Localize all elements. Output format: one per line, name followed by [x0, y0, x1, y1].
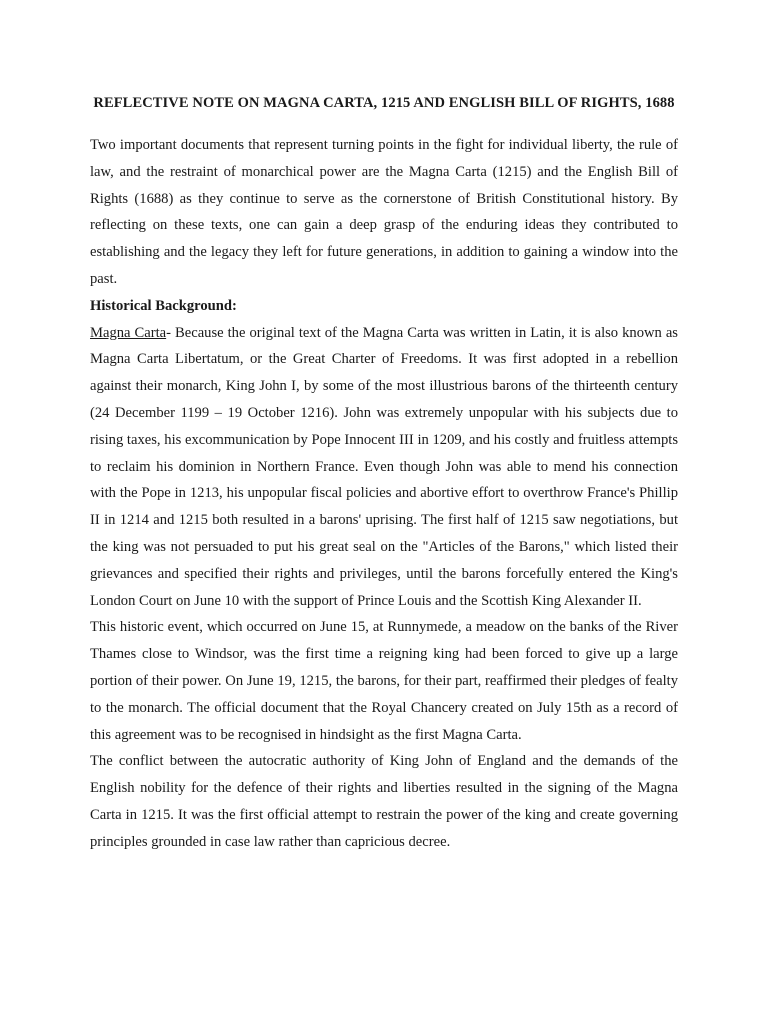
document-title: REFLECTIVE NOTE ON MAGNA CARTA, 1215 AND ENGLISH BILL OF RIGHTS, 1688: [93, 95, 675, 111]
magna-carta-label: Magna Carta: [90, 324, 167, 341]
magna-carta-text: - Because the original text of the Magna Carta was written in Latin, it is also known as Magna Carta Libertatum, or the Great Charter of Freedoms. It was first adopted in a rebellion against their monarch, King John I, by some of the most illustrious barons of the thirteenth century (24 December 1199 – 19 October 1216). John was extremely unpopular with his subjects due to rising taxes, his excommunication by Pope Innocent III in 1209, and his costly and fruitless attempts to reclaim his dominion in Northern France. Even though John was able to mend his connection with the Pope in 1213, his unpopular fiscal policies and abortive effort to overthrow France's Phillip II in 1214 and 1215 both resulted in a barons' uprising. The first half of 1215 saw negotiations, but the king was not persuaded to put his great seal on the "Articles of the Barons," which listed their grievances and specified their rights and privileges, until the barons forcefully entered the King's London Court on June 10 with the support of Prince Louis and the Scottish King Alexander II.: [90, 324, 678, 609]
magna-carta-paragraph: [90, 320, 678, 615]
document-page: [90, 92, 678, 856]
section-heading: Historical Background:: [90, 297, 237, 314]
conflict-paragraph: The conflict between the autocratic authority of King John of England and the demands of the English nobility for the defence of their rights and liberties resulted in the signing of the Magna Carta in 1215. It was the first official attempt to restrain the power of the king and create governing principles grounded in case law rather than capricious decree.: [90, 753, 678, 850]
runnymede-paragraph: This historic event, which occurred on June 15, at Runnymede, a meadow on the banks of the River Thames close to Windsor, was the first time a reigning king had been forced to give up a large portion of their power. On June 19, 1215, the barons, for their part, reaffirmed their pledges of fealty to the monarch. The official document that the Royal Chancery created on July 15th as a record of this agreement was to be recognised in hindsight as the first Magna Carta.: [90, 619, 678, 743]
intro-paragraph: Two important documents that represent turning points in the fight for individual liberty, the rule of law, and the restraint of monarchical power are the Magna Carta (1215) and the English Bill of Rights (1688) as they continue to serve as the cornerstone of British Constitutional history. By reflecting on these texts, one can gain a deep grasp of the enduring ideas they contributed to establishing and the legacy they left for future generations, in addition to gaining a window into the past.: [90, 137, 678, 287]
